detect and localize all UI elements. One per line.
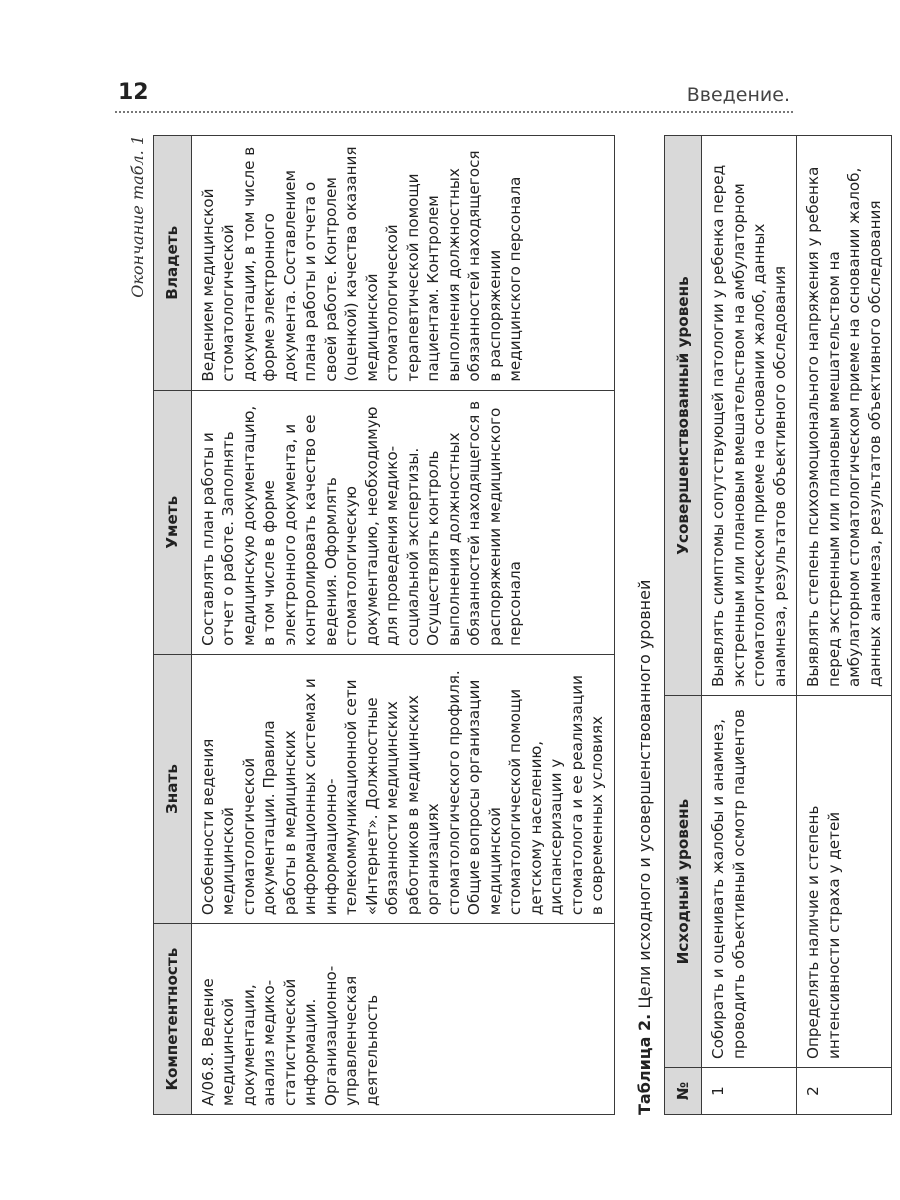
table-row [191,136,614,1115]
table-cell: Собирать и оценивать жалобы и анамнез, проводить объективный осмотр пациентов [702,696,797,1068]
table-row [797,136,892,1115]
column-header: Уметь [154,390,192,654]
header-divider [115,111,793,113]
table2-caption-text: Цели исходного и усовершенствованного уровней [634,579,654,1014]
competence-table [153,135,615,1115]
table-continuation-label: Окончание табл. 1 [128,135,147,298]
table-cell: Особенности ведения медицинской стоматологической документации. Правила работы в медицинских информационных системах и информационно-телекоммуникационной сети «Интернет». Должностные обязанности медицинских работников в медицинских организациях стоматологического профиля. Общие вопросы организации медицинской стоматологической помощи детскому населению, диспансеризации у стоматолога и ее реализации в современных условиях [191,654,614,923]
column-header: № [664,1068,702,1115]
table-cell: А/06.8. Ведение медицинской документации, анализ медико-статистической информации. Организационно-управленческая деятельность [191,924,614,1115]
table2-caption-label: Таблица 2. [634,1013,654,1115]
column-header: Компетентность [154,924,192,1115]
page-number: 12 [118,80,149,105]
table-cell: Составлять план работы и отчет о работе. Заполнять медицинскую документацию, в том числе в форме электронного документа, и контролировать качество ее ведения. Оформлять стоматологическую документацию, необходимую для проведения медико-социальной экспертизы. Осуществлять контроль выполнения должностных обязанностей находящегося в распоряжении медицинского персонала [191,390,614,654]
table-header-row [154,136,192,1115]
column-header: Усовершенствованный уровень [664,136,702,696]
table-cell: Выявлять степень психоэмоционального напряжения у ребенка перед экстренным или плановым вмешательством на амбулаторном стоматологическом приеме на основании жалоб, данных анамнеза, результатов объективного обследования [797,136,892,696]
column-header: Знать [154,654,192,923]
rotated-content [128,135,892,1115]
table-cell: Ведением медицинской стоматологической документации, в том числе в форме электронного документа. Составлением плана работы и отчета о своей работе. Контролем (оценкой) качества оказания медицинской стоматологической терапевтической помощи пациентам. Контролем выполнения должностных обязанностей находящегося в распоряжении медицинского персонала [191,136,614,391]
column-header: Исходный уровень [664,696,702,1068]
levels-table [664,135,893,1115]
table-cell: Определять наличие и степень интенсивности страха у детей [797,696,892,1068]
table-cell: Выявлять симптомы сопутствующей патологии у ребенка перед экстренным или плановым вмешательством на амбулаторном стоматологическом приеме на основании жалоб, данных анамнеза, результатов объективного обследования [702,136,797,696]
table2-caption [635,135,654,1115]
column-header: Владеть [154,136,192,391]
table-row [702,136,797,1115]
table-header-row [664,136,702,1115]
row-number: 2 [797,1068,892,1115]
running-title: Введение. [686,84,790,106]
row-number: 1 [702,1068,797,1115]
